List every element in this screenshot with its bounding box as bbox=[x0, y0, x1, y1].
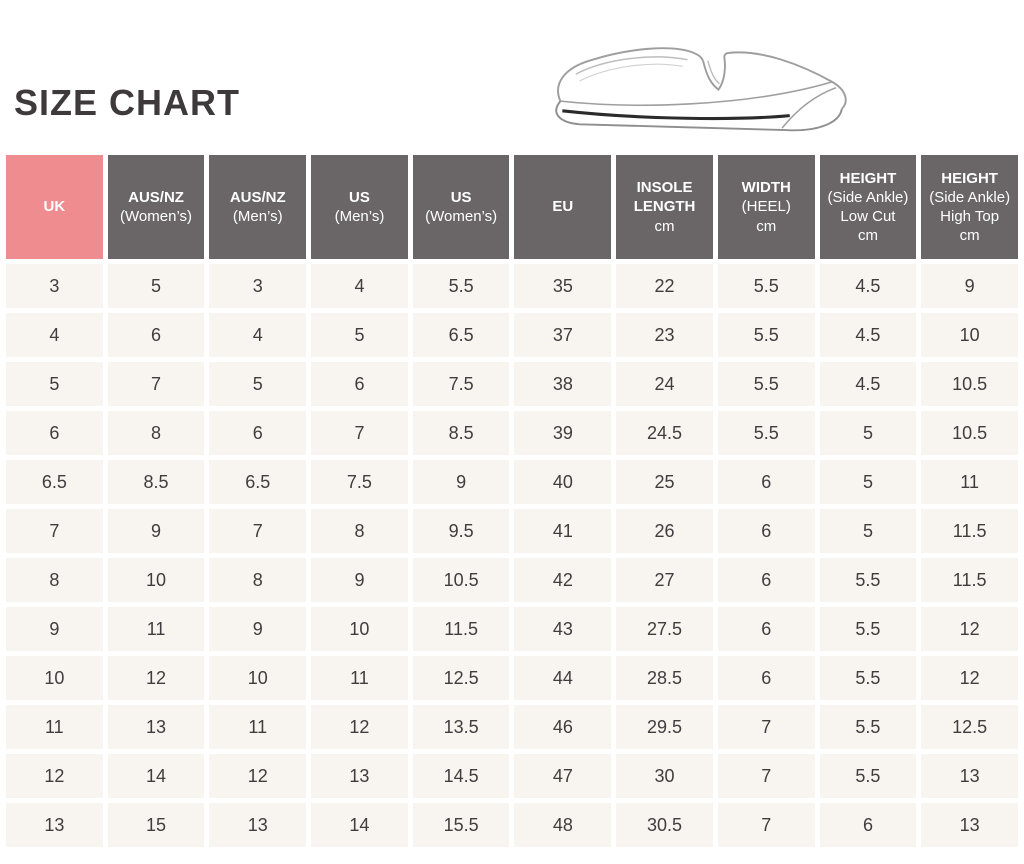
data-cell-eu-row6: 41 bbox=[514, 509, 611, 553]
header-title: HEIGHT bbox=[941, 169, 998, 187]
data-cell-insole_length-row3: 24 bbox=[616, 362, 713, 406]
header-subtitle: cm bbox=[654, 217, 675, 235]
data-cell-width_heel-row10: 7 bbox=[718, 705, 815, 749]
header-title: HEIGHT bbox=[839, 169, 897, 187]
data-cell-uk-row5: 6.5 bbox=[6, 460, 103, 504]
header-title: WIDTH bbox=[741, 179, 791, 197]
data-cell-height_high_top-row2: 10 bbox=[921, 313, 1018, 357]
data-cell-insole_length-row12: 30.5 bbox=[616, 803, 713, 847]
data-cell-aus_nz_womens-row11: 14 bbox=[108, 754, 205, 798]
data-cell-aus_nz_mens-row2: 4 bbox=[209, 313, 306, 357]
data-cell-eu-row10: 46 bbox=[514, 705, 611, 749]
data-cell-eu-row4: 39 bbox=[514, 411, 611, 455]
header-title: AUS/NZ bbox=[128, 188, 184, 206]
header-subtitle: High Top bbox=[940, 208, 1000, 225]
data-cell-height_low_cut-row3: 4.5 bbox=[820, 362, 917, 406]
data-cell-insole_length-row8: 27.5 bbox=[616, 607, 713, 651]
data-cell-aus_nz_womens-row4: 8 bbox=[108, 411, 205, 455]
data-cell-width_heel-row2: 5.5 bbox=[718, 313, 815, 357]
data-cell-us_mens-row2: 5 bbox=[311, 313, 408, 357]
data-cell-aus_nz_womens-row12: 15 bbox=[108, 803, 205, 847]
data-cell-aus_nz_womens-row10: 13 bbox=[108, 705, 205, 749]
data-cell-eu-row11: 47 bbox=[514, 754, 611, 798]
header-title: AUS/NZ bbox=[229, 188, 286, 206]
data-cell-us_womens-row10: 13.5 bbox=[413, 705, 510, 749]
data-cell-aus_nz_womens-row3: 7 bbox=[108, 362, 205, 406]
data-cell-us_womens-row12: 15.5 bbox=[413, 803, 510, 847]
data-cell-uk-row9: 10 bbox=[6, 656, 103, 700]
data-cell-insole_length-row5: 25 bbox=[616, 460, 713, 504]
data-cell-us_womens-row4: 8.5 bbox=[413, 411, 510, 455]
data-cell-uk-row8: 9 bbox=[6, 607, 103, 651]
data-cell-us_womens-row7: 10.5 bbox=[413, 558, 510, 602]
data-cell-us_womens-row8: 11.5 bbox=[413, 607, 510, 651]
data-cell-aus_nz_womens-row7: 10 bbox=[108, 558, 205, 602]
data-cell-us_womens-row1: 5.5 bbox=[413, 264, 510, 308]
data-cell-aus_nz_mens-row9: 10 bbox=[209, 656, 306, 700]
header-title: UK bbox=[43, 198, 66, 216]
data-cell-height_low_cut-row5: 5 bbox=[820, 460, 917, 504]
data-cell-aus_nz_mens-row5: 6.5 bbox=[209, 460, 306, 504]
data-cell-height_low_cut-row9: 5.5 bbox=[820, 656, 917, 700]
data-cell-eu-row2: 37 bbox=[514, 313, 611, 357]
data-cell-us_mens-row12: 14 bbox=[311, 803, 408, 847]
data-cell-eu-row7: 42 bbox=[514, 558, 611, 602]
data-cell-height_low_cut-row6: 5 bbox=[820, 509, 917, 553]
data-cell-insole_length-row11: 30 bbox=[616, 754, 713, 798]
header-subtitle: (Side Ankle) bbox=[827, 188, 909, 206]
data-cell-aus_nz_mens-row1: 3 bbox=[209, 264, 306, 308]
data-cell-height_low_cut-row10: 5.5 bbox=[820, 705, 917, 749]
data-cell-height_high_top-row9: 12 bbox=[921, 656, 1018, 700]
data-cell-height_low_cut-row2: 4.5 bbox=[820, 313, 917, 357]
header-subtitle: (Women’s) bbox=[425, 208, 498, 225]
data-cell-width_heel-row9: 6 bbox=[718, 656, 815, 700]
data-cell-aus_nz_womens-row9: 12 bbox=[108, 656, 205, 700]
data-cell-width_heel-row4: 5.5 bbox=[718, 411, 815, 455]
size-table bbox=[6, 155, 1018, 847]
data-cell-height_high_top-row11: 13 bbox=[921, 754, 1018, 798]
data-cell-eu-row8: 43 bbox=[514, 607, 611, 651]
header-title: US bbox=[349, 188, 370, 206]
header-title: INSOLE LENGTH bbox=[633, 179, 696, 216]
data-cell-width_heel-row5: 6 bbox=[718, 460, 815, 504]
header-cell-height_high_top bbox=[921, 155, 1018, 259]
data-cell-uk-row12: 13 bbox=[6, 803, 103, 847]
header-title: US bbox=[450, 188, 472, 206]
data-cell-us_womens-row3: 7.5 bbox=[413, 362, 510, 406]
page-title: SIZE CHART bbox=[14, 82, 240, 123]
data-cell-us_mens-row3: 6 bbox=[311, 362, 408, 406]
header-cell-width_heel bbox=[718, 155, 815, 259]
data-cell-height_high_top-row7: 11.5 bbox=[921, 558, 1018, 602]
data-cell-us_womens-row6: 9.5 bbox=[413, 509, 510, 553]
data-cell-us_womens-row2: 6.5 bbox=[413, 313, 510, 357]
data-cell-us_womens-row11: 14.5 bbox=[413, 754, 510, 798]
data-cell-width_heel-row1: 5.5 bbox=[718, 264, 815, 308]
data-cell-us_womens-row5: 9 bbox=[413, 460, 510, 504]
data-cell-aus_nz_mens-row11: 12 bbox=[209, 754, 306, 798]
data-cell-uk-row6: 7 bbox=[6, 509, 103, 553]
data-cell-uk-row2: 4 bbox=[6, 313, 103, 357]
data-cell-us_mens-row11: 13 bbox=[311, 754, 408, 798]
data-cell-us_womens-row9: 12.5 bbox=[413, 656, 510, 700]
data-cell-uk-row1: 3 bbox=[6, 264, 103, 308]
data-cell-height_high_top-row4: 10.5 bbox=[921, 411, 1018, 455]
header-subtitle: cm bbox=[857, 227, 878, 245]
data-cell-aus_nz_mens-row6: 7 bbox=[209, 509, 306, 553]
data-cell-aus_nz_mens-row12: 13 bbox=[209, 803, 306, 847]
data-cell-aus_nz_mens-row3: 5 bbox=[209, 362, 306, 406]
data-cell-uk-row10: 11 bbox=[6, 705, 103, 749]
data-cell-height_low_cut-row11: 5.5 bbox=[820, 754, 917, 798]
data-cell-us_mens-row9: 11 bbox=[311, 656, 408, 700]
data-cell-aus_nz_mens-row8: 9 bbox=[209, 607, 306, 651]
data-cell-height_high_top-row8: 12 bbox=[921, 607, 1018, 651]
data-cell-aus_nz_womens-row8: 11 bbox=[108, 607, 205, 651]
header-cell-us_mens bbox=[311, 155, 408, 259]
data-cell-height_low_cut-row7: 5.5 bbox=[820, 558, 917, 602]
data-cell-uk-row3: 5 bbox=[6, 362, 103, 406]
data-cell-uk-row7: 8 bbox=[6, 558, 103, 602]
header-cell-us_womens bbox=[413, 155, 510, 259]
data-cell-eu-row5: 40 bbox=[514, 460, 611, 504]
data-cell-height_low_cut-row8: 5.5 bbox=[820, 607, 917, 651]
data-cell-us_mens-row4: 7 bbox=[311, 411, 408, 455]
data-cell-aus_nz_mens-row4: 6 bbox=[209, 411, 306, 455]
header-title: EU bbox=[552, 198, 574, 216]
data-cell-eu-row1: 35 bbox=[514, 264, 611, 308]
data-cell-aus_nz_womens-row6: 9 bbox=[108, 509, 205, 553]
data-cell-eu-row3: 38 bbox=[514, 362, 611, 406]
data-cell-width_heel-row3: 5.5 bbox=[718, 362, 815, 406]
data-cell-width_heel-row7: 6 bbox=[718, 558, 815, 602]
data-cell-us_mens-row8: 10 bbox=[311, 607, 408, 651]
data-cell-aus_nz_mens-row7: 8 bbox=[209, 558, 306, 602]
data-cell-us_mens-row7: 9 bbox=[311, 558, 408, 602]
header-cell-height_low_cut bbox=[820, 155, 917, 259]
header-cell-uk bbox=[6, 155, 103, 259]
data-cell-us_mens-row1: 4 bbox=[311, 264, 408, 308]
data-cell-us_mens-row10: 12 bbox=[311, 705, 408, 749]
data-cell-aus_nz_womens-row5: 8.5 bbox=[108, 460, 205, 504]
data-cell-width_heel-row11: 7 bbox=[718, 754, 815, 798]
data-cell-insole_length-row10: 29.5 bbox=[616, 705, 713, 749]
data-cell-height_high_top-row10: 12.5 bbox=[921, 705, 1018, 749]
data-cell-insole_length-row2: 23 bbox=[616, 313, 713, 357]
data-cell-aus_nz_mens-row10: 11 bbox=[209, 705, 306, 749]
header-subtitle: (Women’s) bbox=[120, 208, 193, 225]
header-cell-eu bbox=[514, 155, 611, 259]
header-subtitle: (Men’s) bbox=[232, 208, 283, 225]
header-cell-aus_nz_mens bbox=[209, 155, 306, 259]
header-subtitle: (Men’s) bbox=[334, 208, 385, 225]
header-cell-insole_length bbox=[616, 155, 713, 259]
data-cell-height_high_top-row5: 11 bbox=[921, 460, 1018, 504]
data-cell-height_high_top-row6: 11.5 bbox=[921, 509, 1018, 553]
data-cell-uk-row4: 6 bbox=[6, 411, 103, 455]
header-subtitle: (Side Ankle) bbox=[929, 188, 1011, 206]
header-subtitle: cm bbox=[756, 217, 777, 235]
data-cell-height_low_cut-row12: 6 bbox=[820, 803, 917, 847]
data-cell-height_high_top-row1: 9 bbox=[921, 264, 1018, 308]
data-cell-height_high_top-row3: 10.5 bbox=[921, 362, 1018, 406]
data-cell-eu-row9: 44 bbox=[514, 656, 611, 700]
data-cell-width_heel-row8: 6 bbox=[718, 607, 815, 651]
data-cell-us_mens-row6: 8 bbox=[311, 509, 408, 553]
data-cell-aus_nz_womens-row1: 5 bbox=[108, 264, 205, 308]
header-subtitle: (HEEL) bbox=[741, 198, 791, 216]
data-cell-insole_length-row7: 27 bbox=[616, 558, 713, 602]
data-cell-height_low_cut-row1: 4.5 bbox=[820, 264, 917, 308]
data-cell-eu-row12: 48 bbox=[514, 803, 611, 847]
header-subtitle: Low Cut bbox=[840, 208, 896, 225]
data-cell-width_heel-row6: 6 bbox=[718, 509, 815, 553]
data-cell-width_heel-row12: 7 bbox=[718, 803, 815, 847]
data-cell-insole_length-row4: 24.5 bbox=[616, 411, 713, 455]
data-cell-height_high_top-row12: 13 bbox=[921, 803, 1018, 847]
data-cell-insole_length-row1: 22 bbox=[616, 264, 713, 308]
slip-on-shoe-icon bbox=[545, 20, 863, 138]
data-cell-insole_length-row6: 26 bbox=[616, 509, 713, 553]
data-cell-height_low_cut-row4: 5 bbox=[820, 411, 917, 455]
data-cell-aus_nz_womens-row2: 6 bbox=[108, 313, 205, 357]
header-subtitle: cm bbox=[959, 227, 980, 245]
header-cell-aus_nz_womens bbox=[108, 155, 205, 259]
data-cell-us_mens-row5: 7.5 bbox=[311, 460, 408, 504]
data-cell-insole_length-row9: 28.5 bbox=[616, 656, 713, 700]
data-cell-uk-row11: 12 bbox=[6, 754, 103, 798]
